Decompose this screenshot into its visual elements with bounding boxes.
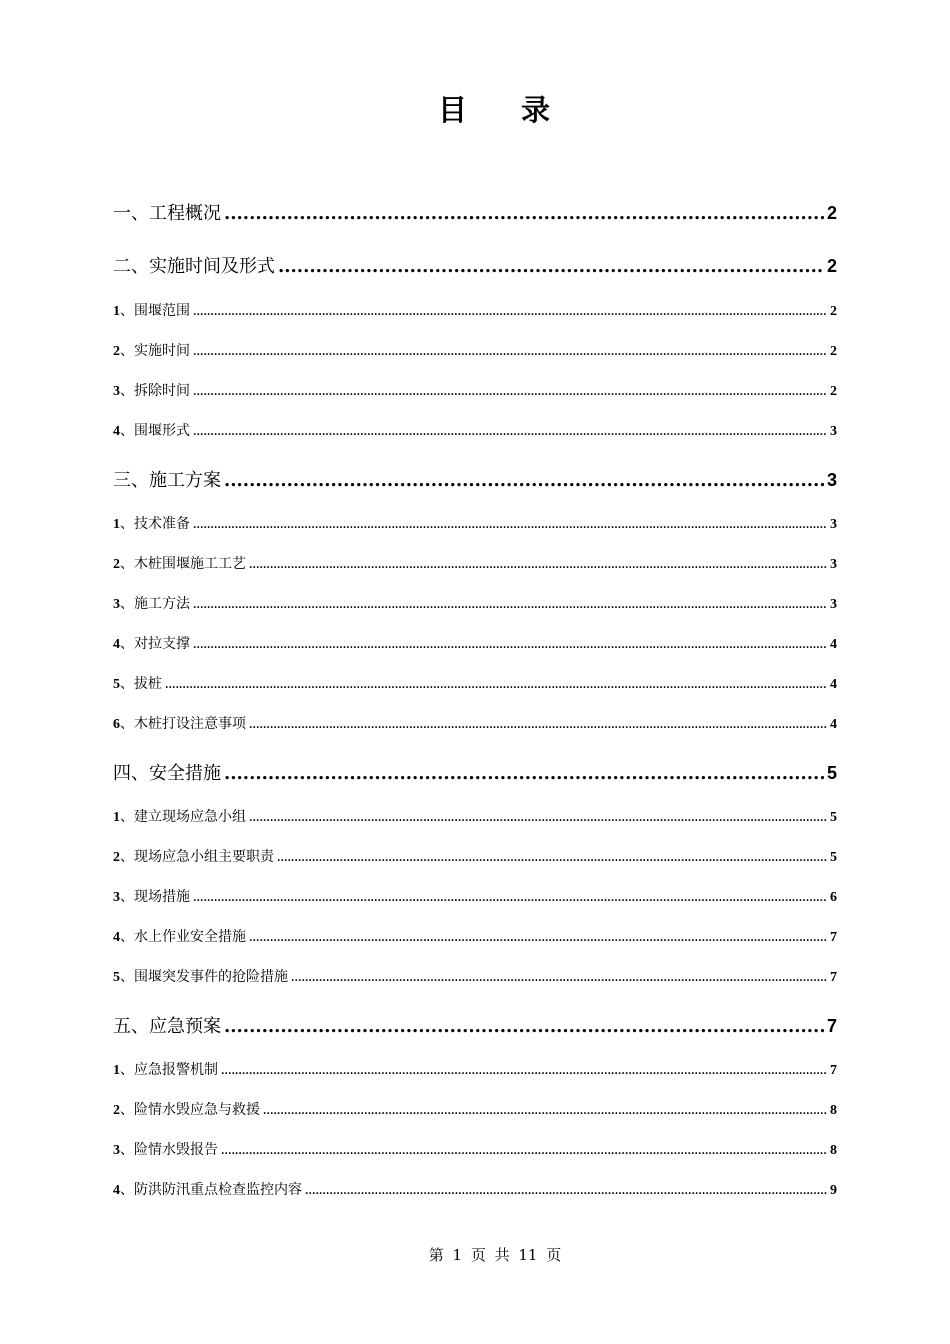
toc-entry-number: 4 (113, 637, 120, 652)
toc-entry-page-number: 3 (830, 557, 837, 572)
toc-entry-text: 、施工方法 (120, 596, 190, 612)
toc-entry-label (113, 846, 274, 869)
toc-entry-label (113, 420, 190, 443)
toc-entry-page-number: 9 (830, 1183, 837, 1198)
toc-entry[interactable] (113, 1099, 837, 1121)
toc-entry-label (113, 340, 190, 363)
toc-entry[interactable] (113, 1059, 837, 1081)
toc-entry-text: 、险情水毁报告 (120, 1142, 218, 1158)
toc-entry-text: 、拔桩 (120, 676, 162, 692)
toc-entry-text: 、木桩打设注意事项 (120, 716, 246, 732)
toc-entry-label (113, 553, 246, 576)
toc-entry-page-number: 2 (830, 384, 837, 399)
toc-entry-label (113, 593, 190, 616)
toc-entry-text: 四、安全措施 (113, 763, 221, 784)
toc-entry-number: 5 (113, 677, 120, 692)
toc-entry-page-number: 7 (830, 970, 837, 985)
toc-dot-leader (277, 848, 827, 870)
toc-entry[interactable] (113, 1179, 837, 1201)
toc-entry-label (113, 633, 190, 656)
toc-entry-text: 、防洪防汛重点检查监控内容 (120, 1182, 302, 1198)
toc-entry-label (113, 201, 221, 227)
toc-entry-label (113, 468, 221, 494)
toc-entry[interactable] (113, 673, 837, 695)
toc-dot-leader (193, 635, 827, 657)
toc-entry[interactable] (113, 200, 837, 226)
toc-entry[interactable] (113, 806, 837, 828)
toc-dot-leader (193, 595, 827, 617)
toc-entry-text: 、实施时间 (120, 343, 190, 359)
toc-entry-label (113, 1099, 260, 1122)
toc-dot-leader (291, 968, 827, 990)
toc-entry[interactable] (113, 467, 837, 493)
toc-entry-page-number: 4 (830, 637, 837, 652)
toc-entry-label (113, 254, 275, 280)
toc-entry[interactable] (113, 760, 837, 786)
toc-entry[interactable] (113, 966, 837, 988)
toc-entry-text: 、围堰范围 (120, 303, 190, 319)
toc-entry-number: 3 (113, 1143, 120, 1158)
toc-dot-leader (278, 254, 824, 280)
toc-entry-text: 、围堰突发事件的抢险措施 (120, 969, 288, 985)
toc-entry-label (113, 926, 246, 949)
toc-entry-label (113, 380, 190, 403)
toc-dot-leader (221, 1141, 827, 1163)
toc-entry-label (113, 1014, 221, 1040)
toc-entry-number: 2 (113, 557, 120, 572)
toc-entry-number: 1 (113, 517, 120, 532)
toc-dot-leader (224, 1014, 824, 1040)
toc-entry[interactable] (113, 926, 837, 948)
toc-dot-leader (224, 201, 824, 227)
toc-entry-page-number: 3 (830, 424, 837, 439)
toc-entry-page-number: 3 (826, 470, 837, 490)
toc-dot-leader (193, 888, 827, 910)
toc-dot-leader (249, 928, 827, 950)
toc-entry-number: 1 (113, 304, 120, 319)
toc-entry-number: 4 (113, 930, 120, 945)
page-title: 目 录 (437, 93, 573, 127)
toc-entry-text: 、现场措施 (120, 889, 190, 905)
toc-entry[interactable] (113, 300, 837, 322)
toc-entry-number: 3 (113, 597, 120, 612)
toc-entry-text: 、技术准备 (120, 516, 190, 532)
toc-entry-number: 3 (113, 384, 120, 399)
toc-entry-label (113, 713, 246, 736)
toc-entry[interactable] (113, 1139, 837, 1161)
toc-entry-label (113, 673, 162, 696)
toc-entry-text: 、水上作业安全措施 (120, 929, 246, 945)
toc-entry-label (113, 300, 190, 323)
toc-entry-number: 2 (113, 850, 120, 865)
page-footer: 第 1 页 共 11 页 (428, 1246, 562, 1264)
toc-entry[interactable] (113, 886, 837, 908)
toc-entry-number: 2 (113, 344, 120, 359)
toc-entry[interactable] (113, 420, 837, 442)
toc-entry-text: 、建立现场应急小组 (120, 809, 246, 825)
toc-entry-page-number: 7 (826, 1016, 837, 1036)
toc-entry-page-number: 4 (830, 677, 837, 692)
toc-entry-page-number: 8 (830, 1103, 837, 1118)
toc-entry-label (113, 966, 288, 989)
toc-entry[interactable] (113, 846, 837, 868)
toc-entry-number: 3 (113, 890, 120, 905)
toc-entry-page-number: 5 (826, 763, 837, 783)
toc-entry-number: 4 (113, 1183, 120, 1198)
toc-dot-leader (305, 1181, 827, 1203)
toc-entry-page-number: 8 (830, 1143, 837, 1158)
toc-dot-leader (193, 382, 827, 404)
toc-entry-text: 、应急报警机制 (120, 1062, 218, 1078)
toc-entry[interactable] (113, 513, 837, 535)
toc-entry-label (113, 886, 190, 909)
toc-entry-label (113, 1139, 218, 1162)
toc-entry-page-number: 7 (830, 1063, 837, 1078)
toc-entry-page-number: 2 (826, 203, 837, 223)
toc-entry[interactable] (113, 593, 837, 615)
toc-entry-label (113, 806, 246, 829)
toc-entry-text: 、险情水毁应急与救援 (120, 1102, 260, 1118)
toc-entry-number: 2 (113, 1103, 120, 1118)
toc-entry-page-number: 5 (830, 810, 837, 825)
toc-dot-leader (249, 808, 827, 830)
toc-dot-leader (224, 468, 824, 494)
toc-entry-text: 、对拉支撑 (120, 636, 190, 652)
toc-entry-number: 4 (113, 424, 120, 439)
toc-entry-text: 五、应急预案 (113, 1016, 221, 1037)
toc-entry[interactable] (113, 253, 837, 279)
toc-entry-page-number: 6 (830, 890, 837, 905)
toc-entry-number: 5 (113, 970, 120, 985)
toc-dot-leader (263, 1101, 827, 1123)
toc-entry-page-number: 3 (830, 597, 837, 612)
toc-dot-leader (165, 675, 827, 697)
toc-entry-page-number: 2 (830, 304, 837, 319)
toc-entry-label (113, 1059, 218, 1082)
toc-dot-leader (221, 1061, 827, 1083)
toc-entry-text: 、拆除时间 (120, 383, 190, 399)
toc-dot-leader (193, 342, 827, 364)
toc-entry[interactable] (113, 340, 837, 362)
toc-entry-page-number: 5 (830, 850, 837, 865)
toc-entry-page-number: 2 (826, 256, 837, 276)
toc-dot-leader (249, 555, 827, 577)
toc-entry-number: 6 (113, 717, 120, 732)
toc-entry-page-number: 2 (830, 344, 837, 359)
toc-entry-text: 一、工程概况 (113, 203, 221, 224)
toc-entry[interactable] (113, 380, 837, 402)
toc-entry-label (113, 1179, 302, 1202)
toc-entry-label (113, 761, 221, 787)
toc-entry-text: 、现场应急小组主要职责 (120, 849, 274, 865)
toc-entry[interactable] (113, 553, 837, 575)
toc-entry-number: 1 (113, 1063, 120, 1078)
toc-entry-page-number: 4 (830, 717, 837, 732)
toc-dot-leader (193, 302, 827, 324)
toc-entry-text: 、木桩围堰施工工艺 (120, 556, 246, 572)
toc-entry-label (113, 513, 190, 536)
toc-dot-leader (224, 761, 824, 787)
toc-dot-leader (193, 515, 827, 537)
toc-entry-page-number: 3 (830, 517, 837, 532)
toc-entry[interactable] (113, 633, 837, 655)
toc-entry-text: 二、实施时间及形式 (113, 256, 275, 277)
toc-entry-number: 1 (113, 810, 120, 825)
toc-dot-leader (193, 422, 827, 444)
toc-entry-text: 三、施工方案 (113, 470, 221, 491)
toc-entry-text: 、围堰形式 (120, 423, 190, 439)
toc-entry[interactable] (113, 713, 837, 735)
toc-entry-page-number: 7 (830, 930, 837, 945)
toc-entry[interactable] (113, 1013, 837, 1039)
toc-dot-leader (249, 715, 827, 737)
